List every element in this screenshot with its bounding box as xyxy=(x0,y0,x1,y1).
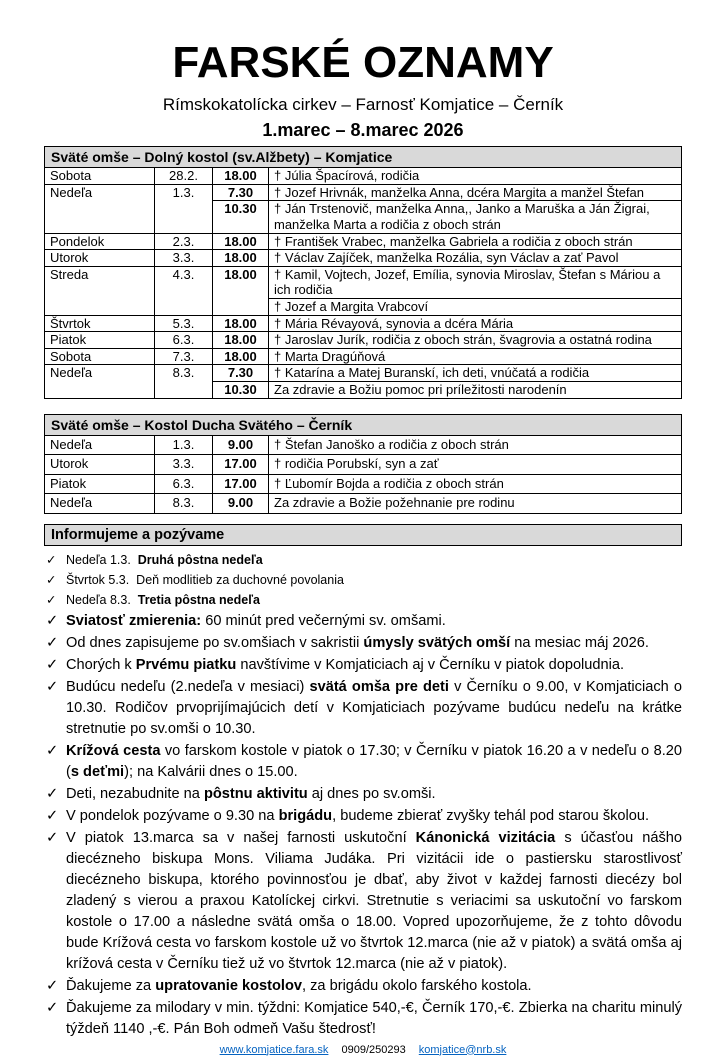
checkmark-icon: ✓ xyxy=(46,678,59,695)
mass-day-cell: Piatok xyxy=(45,332,155,349)
date-range: 1.marec – 8.marec 2026 xyxy=(262,120,464,141)
mass-day-cell: Štvrtok xyxy=(45,315,155,332)
mass-row xyxy=(45,315,682,332)
footer xyxy=(44,1044,682,1056)
mass-date-cell: 6.3. xyxy=(155,332,213,349)
info-item xyxy=(44,655,682,676)
mass-intention-cell: † Jozef a Margita Vrabcoví xyxy=(269,298,682,315)
info-item xyxy=(44,828,682,975)
mass-row xyxy=(45,348,682,365)
page-subtitle: Rímskokatolícka cirkev – Farnosť Komjatice – Černík xyxy=(162,95,564,115)
info-item-text: , budeme zbierať zvyšky tehál pod starou školou. xyxy=(332,807,650,824)
info-item-text: v Černíku o 9.00, v Komjaticiach o 10.30. Rodičov prvoprijímajúcich detí v Komjaticiach pozývame budúcu nedeľu na krátke stretnutie po sv.omši o 10.30. xyxy=(66,678,682,737)
mass-day-cell: Sobota xyxy=(45,348,155,365)
info-item-text: upratovanie kostolov xyxy=(155,977,303,994)
mass-intention-cell: † Katarína a Matej Buranskí, ich deti, vnúčatá a rodičia xyxy=(269,365,682,382)
info-item-text: vo farskom kostole v piatok o 17.30; v Černíku v piatok 16.20 a v nedeľu o 8.20 ( xyxy=(66,742,682,780)
mass-time-cell: 10.30 xyxy=(213,201,269,233)
mass-intention-cell: † Mária Révayová, synovia a dcéra Mária xyxy=(269,315,682,332)
checkmark-icon: ✓ xyxy=(46,592,57,607)
mass-intention-cell: † Jozef Hrivnák, manželka Anna, dcéra Margita a manžel Štefan xyxy=(269,184,682,201)
mass-intention-cell: † Štefan Janoško a rodičia z oboch strán xyxy=(269,435,682,455)
checkmark-icon: ✓ xyxy=(46,612,59,629)
website-link[interactable]: www.komjatice.fara.sk xyxy=(219,1043,329,1056)
mass-row xyxy=(45,494,682,514)
info-section-title: Informujeme a pozývame xyxy=(44,524,682,546)
checkmark-icon: ✓ xyxy=(46,829,59,846)
mass-date-cell: 3.3. xyxy=(155,455,213,475)
info-item-text: Tretia pôstna nedeľa xyxy=(137,592,260,607)
mass-date-cell: 28.2. xyxy=(155,168,213,185)
mass-time-cell: 18.00 xyxy=(213,250,269,267)
mass-date-cell: 5.3. xyxy=(155,315,213,332)
mass-day-cell: Nedeľa xyxy=(45,435,155,455)
mass-day-cell: Pondelok xyxy=(45,233,155,250)
mass-table-komjatice-title: Sväté omše – Dolný kostol (sv.Alžbety) – Komjatice xyxy=(45,147,682,168)
mass-row xyxy=(45,365,682,382)
checkmark-icon: ✓ xyxy=(46,572,57,587)
mass-day-cell: Utorok xyxy=(45,455,155,475)
mass-time-cell: 9.00 xyxy=(213,494,269,514)
mass-time-cell: 18.00 xyxy=(213,348,269,365)
info-item-text: Druhá pôstna nedeľa xyxy=(137,552,263,567)
info-item-text: Ďakujeme za milodary v min. týždni: Komjatice 540,-€, Černík 170,-€. Zbierka na charitu minulý týždeň 1140 ,-€. Pán Boh odmeň Vašu štedrosť! xyxy=(66,999,682,1037)
mass-day-cell: Streda xyxy=(45,266,155,315)
mass-time-cell: 18.00 xyxy=(213,332,269,349)
mass-row xyxy=(45,168,682,185)
mass-time-cell: 7.30 xyxy=(213,184,269,201)
info-item-text: pôstnu aktivitu xyxy=(203,785,308,802)
info-item-text: s účasťou nášho diecézneho biskupa Mons. Viliama Judáka. Pri vizitácii ide o pastiersku starostlivosť diecézneho biskupa, ktorého povinnosťou je dbať, aby život v každej farnosti diecézy bol zladený s vierou a praxou Katolíckej cirkvi. Stretnutie s veriacimi sa uskutoční vo farskom kostole o 17.00 a následne svätá omša o 18.00. Vopred upozorňujeme, že z tohto dôvodu bude Krížová cesta vo farskom kostole už vo štvrtok 12.marca (nie až v piatok) a svätá omša aj krížová cesta v Černíku tiež už vo štvrtok 12.marca (nie až v piatok). xyxy=(66,829,682,972)
mass-intention-cell: † rodičia Porubskí, syn a zať xyxy=(269,455,682,475)
mass-date-cell: 6.3. xyxy=(155,474,213,494)
checkmark-icon: ✓ xyxy=(46,552,57,567)
info-item-text: svätá omša pre deti xyxy=(309,678,449,695)
mass-row xyxy=(45,184,682,201)
mass-time-cell: 17.00 xyxy=(213,455,269,475)
mass-time-cell: 9.00 xyxy=(213,435,269,455)
info-item-text: ); na Kalvárii dnes o 15.00. xyxy=(124,763,298,780)
mass-table-cernik-body xyxy=(45,435,682,513)
info-item-text: úmysly svätých omší xyxy=(363,634,511,651)
mass-time-cell: 7.30 xyxy=(213,365,269,382)
info-item-text: Kánonická vizitácia xyxy=(415,829,556,846)
info-item-text: Chorých k xyxy=(66,656,136,673)
mass-day-cell: Utorok xyxy=(45,250,155,267)
page-title: FARSKÉ OZNAMY xyxy=(172,38,554,87)
info-item xyxy=(44,571,682,590)
mass-date-cell: 3.3. xyxy=(155,250,213,267)
info-item-text: Nedeľa 8.3. xyxy=(66,592,138,607)
mass-date-cell: 7.3. xyxy=(155,348,213,365)
phone-number: 0909/250293 xyxy=(341,1043,406,1056)
mass-date-cell: 1.3. xyxy=(155,435,213,455)
checkmark-icon: ✓ xyxy=(46,742,59,759)
info-item-text: V pondelok pozývame o 9.30 na xyxy=(66,807,279,824)
mass-date-cell: 1.3. xyxy=(155,184,213,233)
info-item-text: Budúcu nedeľu (2.nedeľa v mesiaci) xyxy=(66,678,310,695)
checkmark-icon: ✓ xyxy=(46,785,59,802)
mass-date-cell: 2.3. xyxy=(155,233,213,250)
info-item xyxy=(44,976,682,997)
mass-intention-cell: † Kamil, Vojtech, Jozef, Emília, synovia Miroslav, Štefan s Máriou a ich rodičia xyxy=(269,266,682,298)
info-item-text: Ďakujeme za xyxy=(66,977,156,994)
mass-table-komjatice xyxy=(44,146,682,398)
info-item-text: Deti, nezabudnite na xyxy=(66,785,204,802)
info-item-text: Krížová cesta xyxy=(66,742,161,759)
info-item-text: brigádu xyxy=(278,807,333,824)
checkmark-icon: ✓ xyxy=(46,807,59,824)
info-item xyxy=(44,806,682,827)
mass-intention-cell: † František Vrabec, manželka Gabriela a rodičia z oboch strán xyxy=(269,233,682,250)
mass-table-cernik-title: Sväté omše – Kostol Ducha Svätého – Černík xyxy=(45,414,682,435)
mass-intention-cell: † Júlia Špacírová, rodičia xyxy=(269,168,682,185)
info-item-text: s deťmi xyxy=(70,763,125,780)
mass-row xyxy=(45,455,682,475)
mass-time-cell: 10.30 xyxy=(213,381,269,398)
info-item xyxy=(44,784,682,805)
mass-day-cell: Nedeľa xyxy=(45,365,155,398)
mass-time-cell: 18.00 xyxy=(213,233,269,250)
info-item-text: 60 minút pred večernými sv. omšami. xyxy=(201,612,446,629)
mass-table-cernik xyxy=(44,414,682,514)
info-item xyxy=(44,551,682,570)
info-item-text: Prvému piatku xyxy=(135,656,237,673)
mass-date-cell: 4.3. xyxy=(155,266,213,315)
mass-date-cell: 8.3. xyxy=(155,494,213,514)
mass-intention-cell: † Marta Dragúňová xyxy=(269,348,682,365)
info-list xyxy=(44,551,682,1040)
info-item xyxy=(44,741,682,783)
mass-row xyxy=(45,233,682,250)
mass-table-komjatice-body xyxy=(45,168,682,398)
info-item xyxy=(44,611,682,632)
mass-day-cell: Piatok xyxy=(45,474,155,494)
checkmark-icon: ✓ xyxy=(46,999,59,1016)
mass-intention-cell: Za zdravie a Božiu pomoc pri príležitosti narodenín xyxy=(269,381,682,398)
mass-intention-cell: † Václav Zajíček, manželka Rozália, syn Václav a zať Pavol xyxy=(269,250,682,267)
mass-day-cell: Nedeľa xyxy=(45,184,155,233)
info-item xyxy=(44,677,682,740)
mass-row xyxy=(45,250,682,267)
checkmark-icon: ✓ xyxy=(46,977,59,994)
email-link[interactable]: komjatice@nrb.sk xyxy=(418,1043,507,1056)
checkmark-icon: ✓ xyxy=(46,656,59,673)
mass-day-cell: Nedeľa xyxy=(45,494,155,514)
mass-intention-cell: † Ľubomír Bojda a rodičia z oboch strán xyxy=(269,474,682,494)
mass-time-cell: 18.00 xyxy=(213,266,269,315)
mass-row xyxy=(45,266,682,298)
mass-row xyxy=(45,474,682,494)
checkmark-icon: ✓ xyxy=(46,634,59,651)
info-item-text: Od dnes zapisujeme po sv.omšiach v sakristii xyxy=(66,634,364,651)
info-item xyxy=(44,633,682,654)
info-item-text: Štvrtok 5.3. Deň modlitieb za duchovné povolania xyxy=(66,572,344,587)
info-item xyxy=(44,998,682,1040)
mass-time-cell: 17.00 xyxy=(213,474,269,494)
info-item-text: navštívime v Komjaticiach aj v Černíku v piatok dopoludnia. xyxy=(236,656,625,673)
mass-row xyxy=(45,332,682,349)
mass-intention-cell: † Ján Trstenovič, manželka Anna,, Janko a Maruška a Ján Žigrai, manželka Marta a rodičia z oboch strán xyxy=(269,201,682,233)
mass-time-cell: 18.00 xyxy=(213,168,269,185)
info-item-text: Sviatosť zmierenia: xyxy=(66,612,202,629)
mass-time-cell: 18.00 xyxy=(213,315,269,332)
info-item-text: , za brigádu okolo farského kostola. xyxy=(302,977,532,994)
mass-row xyxy=(45,435,682,455)
mass-intention-cell: Za zdravie a Božie požehnanie pre rodinu xyxy=(269,494,682,514)
info-item-text: Nedeľa 1.3. xyxy=(66,552,138,567)
info-item-text: V piatok 13.marca sa v našej farnosti uskutoční xyxy=(66,829,416,846)
mass-date-cell: 8.3. xyxy=(155,365,213,398)
mass-day-cell: Sobota xyxy=(45,168,155,185)
info-item xyxy=(44,591,682,610)
info-item-text: aj dnes po sv.omši. xyxy=(307,785,436,802)
info-item-text: na mesiac máj 2026. xyxy=(510,634,649,651)
mass-intention-cell: † Jaroslav Jurík, rodičia z oboch strán, švagrovia a ostatná rodina xyxy=(269,332,682,349)
